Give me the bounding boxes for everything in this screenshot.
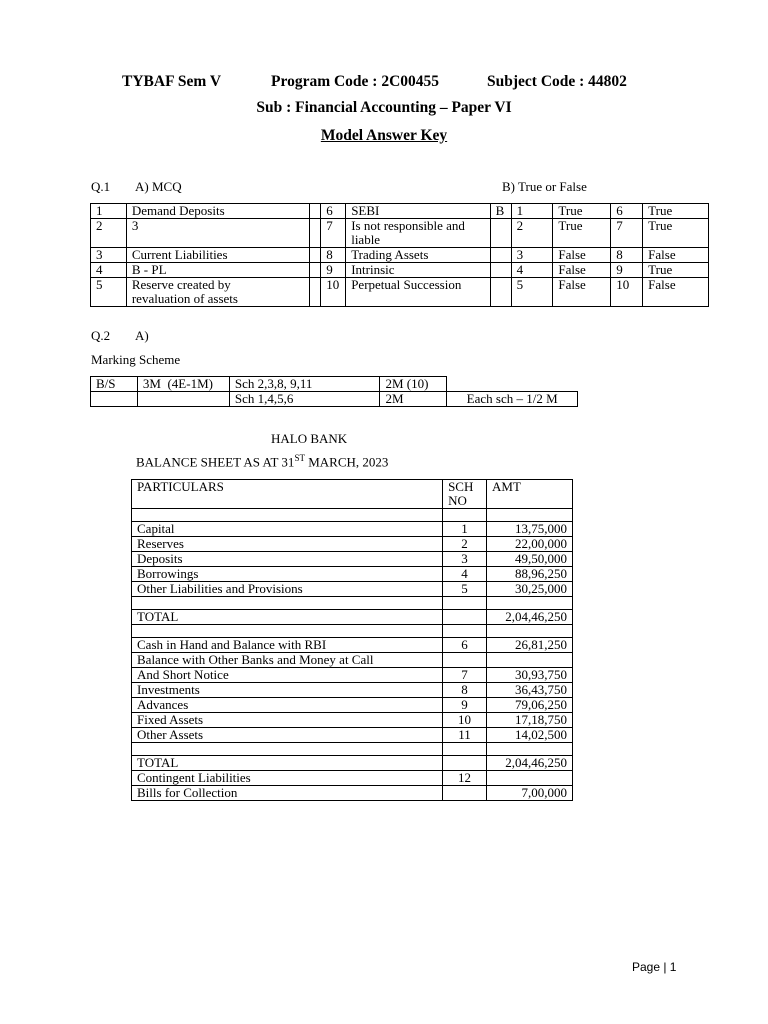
mcq-num: 4 [91,263,127,278]
bs-particular: Other Assets [132,728,443,743]
bs-particular: Balance with Other Banks and Money at Call [132,653,443,668]
tf-answer: False [643,248,709,263]
marking-cell: 3M (4E-1M) [137,377,229,392]
bs-amount [487,771,573,786]
bs-sch [443,610,487,625]
bs-sch: 5 [443,582,487,597]
tf-num: 10 [611,278,643,307]
bs-row [132,582,573,597]
bs-sch: 10 [443,713,487,728]
q1-label: Q.1 [91,179,111,194]
bs-title-suffix: MARCH, 2023 [304,454,389,470]
balance-sheet-table [131,479,573,801]
mcq-answer: Intrinsic [346,263,490,278]
page-number: Page | 1 [632,960,677,974]
bs-amount: 36,43,750 [487,683,573,698]
q2-label: Q.2 [91,328,111,343]
mcq-num: 7 [321,219,346,248]
tf-num: 5 [511,278,553,307]
tf-num: 4 [511,263,553,278]
bs-title-sup: ST [294,453,305,463]
bs-amount: 14,02,500 [487,728,573,743]
bs-particular: Capital [132,522,443,537]
bs-particular: Other Liabilities and Provisions [132,582,443,597]
mcq-num: 9 [321,263,346,278]
bs-header-amt: AMT [487,480,573,509]
marking-cell: Each sch – 1/2 M [447,392,578,407]
mcq-row [91,263,709,278]
bs-particular: Advances [132,698,443,713]
bs-sch: 12 [443,771,487,786]
bs-row [132,522,573,537]
bs-row [132,653,573,668]
bs-total-label: TOTAL [132,610,443,625]
bs-sch: 3 [443,552,487,567]
bs-row [132,638,573,653]
tf-answer: False [643,278,709,307]
marking-cell: Sch 1,4,5,6 [229,392,380,407]
bs-blank-row [132,625,573,638]
tf-section-mark [490,219,511,248]
tf-section-mark [490,248,511,263]
bs-total-label: TOTAL [132,756,443,771]
mcq-spacer [310,219,321,248]
bs-particular: Fixed Assets [132,713,443,728]
bs-amount [487,653,573,668]
bs-total-amount: 2,04,46,250 [487,610,573,625]
bs-total-row [132,756,573,771]
mcq-num: 6 [321,204,346,219]
mcq-answer: Trading Assets [346,248,490,263]
mcq-spacer [310,263,321,278]
mcq-answer: Perpetual Succession [346,278,490,307]
bs-particular: Deposits [132,552,443,567]
bs-row [132,771,573,786]
bs-header-particulars: PARTICULARS [132,480,443,509]
bs-particular: Reserves [132,537,443,552]
bs-header-sch: SCH NO [443,480,487,509]
mcq-num: 8 [321,248,346,263]
bs-row [132,567,573,582]
tf-answer: True [643,263,709,278]
tf-answer: True [643,204,709,219]
bs-sch [443,653,487,668]
tf-answer: False [553,248,611,263]
tf-num: 8 [611,248,643,263]
bs-particular: Borrowings [132,567,443,582]
bs-amount: 79,06,250 [487,698,573,713]
tf-answer: True [553,219,611,248]
bs-total-row [132,610,573,625]
bs-amount: 22,00,000 [487,537,573,552]
q2-a-label: A) [135,328,149,343]
bs-sch [443,756,487,771]
bs-particular: And Short Notice [132,668,443,683]
marking-cell: 2M (10) [380,377,447,392]
tf-answer: False [553,278,611,307]
tf-num: 7 [611,219,643,248]
header-program-code: Program Code : 2C00455 [271,73,440,90]
bs-amount: 17,18,750 [487,713,573,728]
bs-header-row [132,480,573,509]
bs-total-amount: 2,04,46,250 [487,756,573,771]
bs-title-prefix: BALANCE SHEET AS AT 31 [136,454,295,470]
bs-particular: Contingent Liabilities [132,771,443,786]
marking-row [91,392,578,407]
mcq-answer: B - PL [126,263,309,278]
mcq-num: 10 [321,278,346,307]
marking-scheme-table [90,376,578,407]
bs-row [132,683,573,698]
bs-blank-row [132,509,573,522]
bs-amount: 13,75,000 [487,522,573,537]
marking-cell [447,377,578,392]
page-title: Model Answer Key [320,127,448,144]
tf-num: 9 [611,263,643,278]
balance-sheet-title [136,453,388,470]
tf-num: 2 [511,219,553,248]
header-sem: TYBAF Sem V [122,73,222,90]
bank-name: HALO BANK [271,431,348,446]
tf-section-mark: B [490,204,511,219]
mcq-row [91,219,709,248]
bs-row [132,786,573,801]
tf-section-mark [490,278,511,307]
mcq-num: 3 [91,248,127,263]
marking-cell [91,392,138,407]
mcq-num: 2 [91,219,127,248]
mcq-table [90,203,709,307]
bs-amount: 7,00,000 [487,786,573,801]
mcq-answer: Is not responsible and liable [346,219,490,248]
bs-sch: 11 [443,728,487,743]
mcq-num: 1 [91,204,127,219]
bs-particular: Cash in Hand and Balance with RBI [132,638,443,653]
mcq-row [91,248,709,263]
q1-true-false-label: B) True or False [502,179,587,194]
bs-amount: 26,81,250 [487,638,573,653]
bs-amount: 49,50,000 [487,552,573,567]
tf-num: 1 [511,204,553,219]
marking-scheme-label: Marking Scheme [91,352,181,367]
bs-sch: 6 [443,638,487,653]
mcq-answer: Reserve created by revaluation of assets [126,278,309,307]
bs-sch: 9 [443,698,487,713]
bs-row [132,713,573,728]
tf-answer: False [553,263,611,278]
marking-cell: Sch 2,3,8, 9,11 [229,377,380,392]
mcq-row [91,278,709,307]
mcq-answer: Current Liabilities [126,248,309,263]
marking-cell [137,392,229,407]
bs-sch: 8 [443,683,487,698]
bs-row [132,698,573,713]
marking-cell: B/S [91,377,138,392]
tf-answer: True [643,219,709,248]
mcq-spacer [310,278,321,307]
bs-sch: 4 [443,567,487,582]
mcq-num: 5 [91,278,127,307]
tf-num: 6 [611,204,643,219]
mcq-answer: Demand Deposits [126,204,309,219]
q1-mcq-label: A) MCQ [135,179,182,194]
mcq-spacer [310,248,321,263]
bs-blank-row [132,743,573,756]
subject-title: Sub : Financial Accounting – Paper VI [256,99,512,116]
bs-row [132,668,573,683]
bs-particular: Investments [132,683,443,698]
bs-sch: 2 [443,537,487,552]
bs-amount: 88,96,250 [487,567,573,582]
mcq-answer: 3 [126,219,309,248]
bs-particular: Bills for Collection [132,786,443,801]
bs-row [132,728,573,743]
mcq-row [91,204,709,219]
tf-num: 3 [511,248,553,263]
marking-row [91,377,578,392]
bs-sch: 1 [443,522,487,537]
bs-row [132,537,573,552]
bs-amount: 30,25,000 [487,582,573,597]
bs-sch: 7 [443,668,487,683]
mcq-spacer [310,204,321,219]
bs-blank-row [132,597,573,610]
bs-sch [443,786,487,801]
marking-cell: 2M [380,392,447,407]
mcq-answer: SEBI [346,204,490,219]
tf-answer: True [553,204,611,219]
bs-amount: 30,93,750 [487,668,573,683]
bs-row [132,552,573,567]
header-subject-code: Subject Code : 44802 [487,73,627,90]
tf-section-mark [490,263,511,278]
